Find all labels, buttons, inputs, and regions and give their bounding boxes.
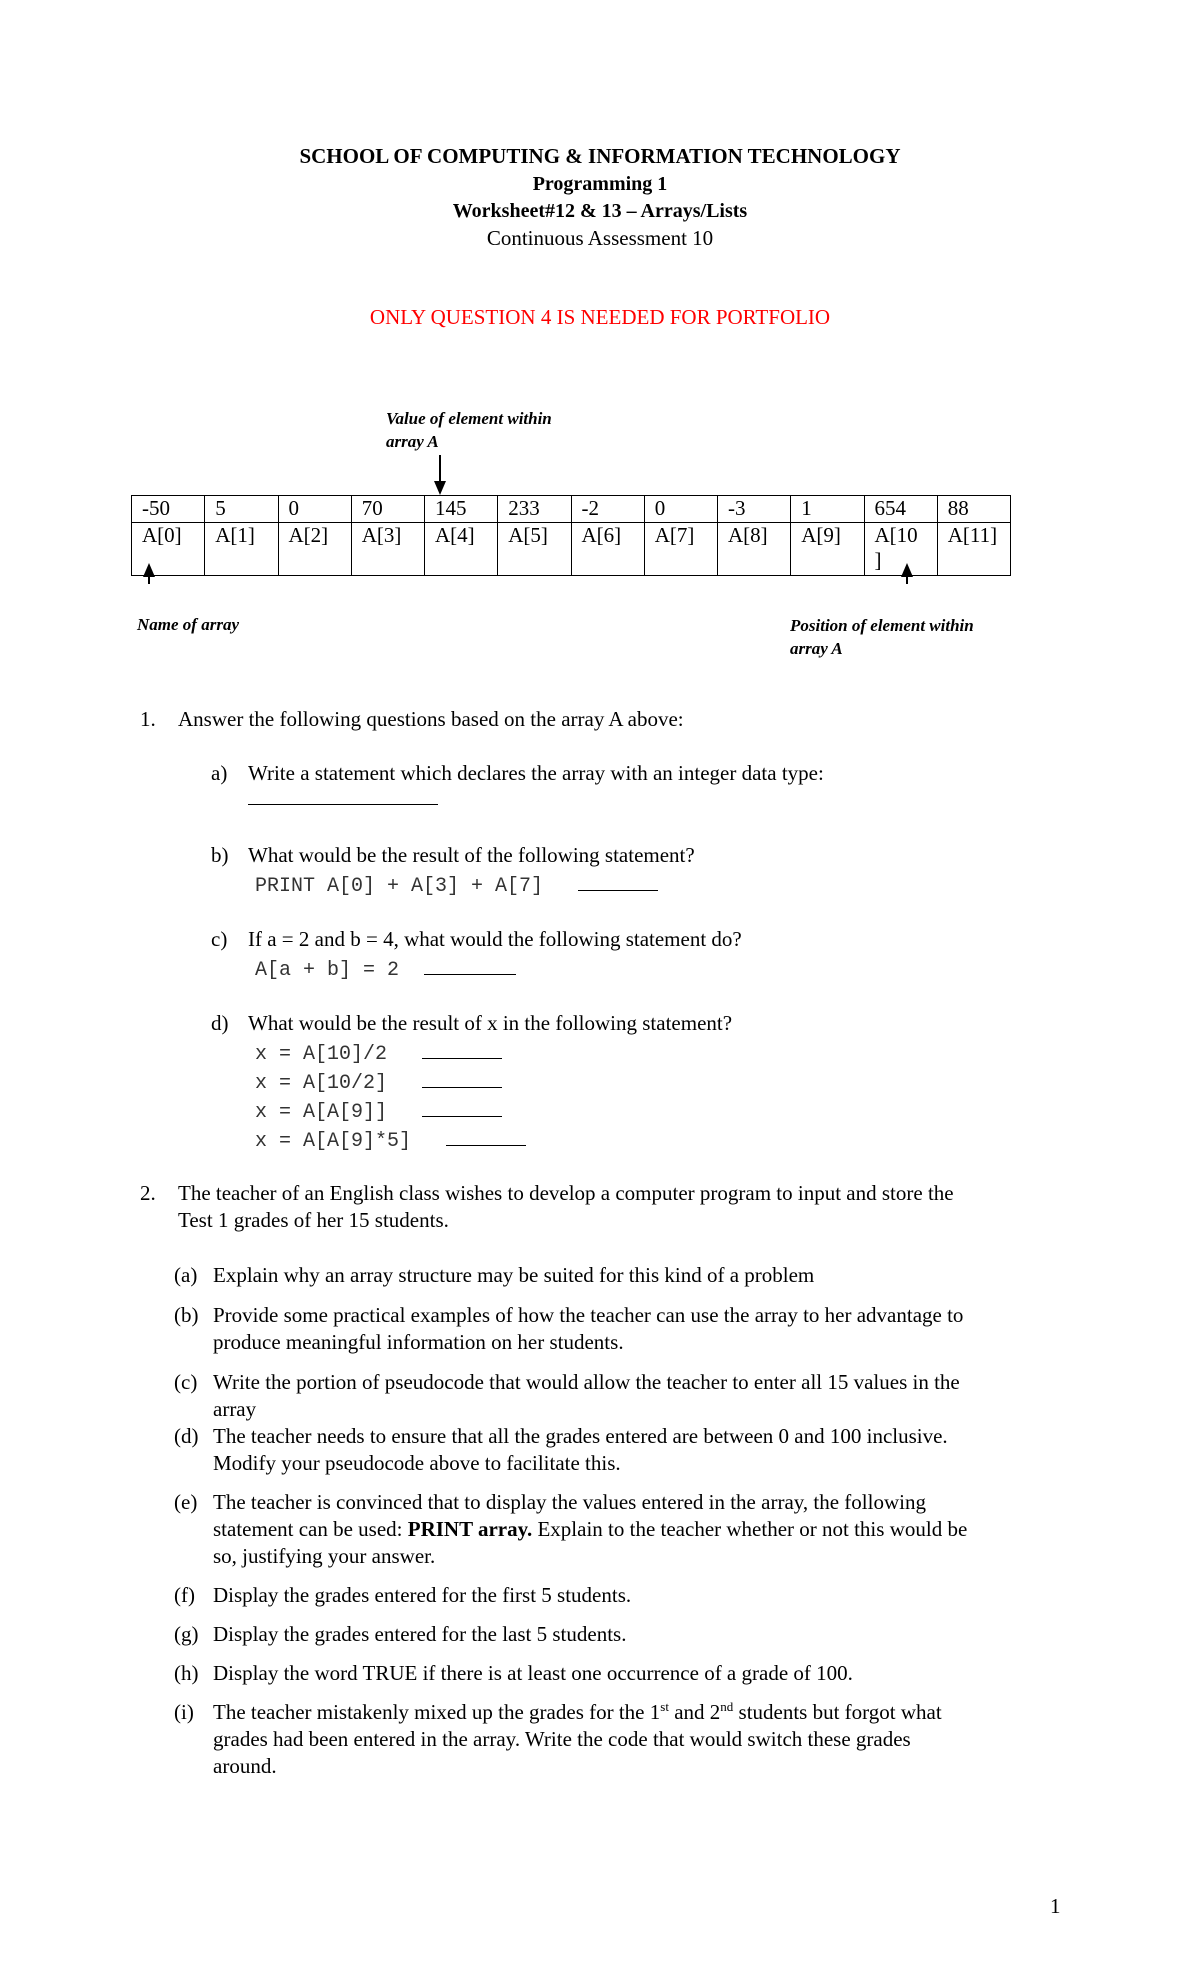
q2g-label: (g) [174, 1622, 199, 1646]
q1d-code: x = A[A[9]] [255, 1101, 388, 1124]
q2e-label: (e) [174, 1490, 198, 1514]
portfolio-note: ONLY QUESTION 4 IS NEEDED FOR PORTFOLIO [369, 305, 831, 329]
name-arrow-head [143, 563, 155, 577]
q2h-label: (h) [174, 1661, 199, 1685]
course-title: Programming 1 [532, 173, 668, 195]
value-cell: -50 [132, 496, 205, 523]
page-number: 1 [1050, 1894, 1061, 1918]
value-cell: 0 [278, 496, 351, 523]
position-annotation: Position of element within array A [790, 616, 974, 658]
value-cell: 1 [791, 496, 864, 523]
q2g-text: Display the grades entered for the last 5 students. [213, 1622, 627, 1646]
index-cell: A[11] [937, 523, 1010, 576]
worksheet-title: Worksheet#12 & 13 – Arrays/Lists [452, 200, 748, 222]
value-cell: -3 [718, 496, 791, 523]
q1b-code-line [255, 870, 658, 900]
q1a-label: a) [211, 761, 228, 785]
value-cell: 70 [351, 496, 424, 523]
school-title: SCHOOL OF COMPUTING & INFORMATION TECHNOLOGY [299, 144, 901, 168]
index-cell: A[6] [571, 523, 644, 576]
q2i-label: (i) [174, 1700, 194, 1724]
index-cell: A[9] [791, 523, 864, 576]
q1b-text: What would be the result of the following statement? [248, 843, 695, 867]
value-annotation: Value of element within array A [386, 409, 552, 451]
name-arrow [148, 576, 150, 584]
indices-row [132, 523, 1011, 576]
q1b-label: b) [211, 843, 229, 867]
q2a-text: Explain why an array structure may be suited for this kind of a problem [213, 1263, 815, 1287]
q1a-answer-line [248, 784, 438, 812]
index-cell: A[1] [205, 523, 278, 576]
position-arrow-head [901, 563, 913, 577]
answer-blank [424, 954, 516, 975]
value-cell: 0 [644, 496, 717, 523]
value-arrow [439, 455, 441, 483]
index-cell: A[8] [718, 523, 791, 576]
q2f-label: (f) [174, 1583, 195, 1607]
q1-number: 1. [140, 707, 156, 731]
name-annotation: Name of array [137, 615, 239, 634]
value-cell: -2 [571, 496, 644, 523]
q2b-text: Provide some practical examples of how the teacher can use the array to her advantage to produce meaningful information on her students. [213, 1303, 964, 1354]
array-table [131, 495, 1011, 576]
value-arrow-head [434, 481, 446, 495]
q2i-text: The teacher mistakenly mixed up the grades for the 1st and 2nd students but forgot what grades had been entered in the array. Write the code that would switch these grades around. [213, 1699, 942, 1778]
q2b-label: (b) [174, 1303, 199, 1327]
q2a-label: (a) [174, 1263, 198, 1287]
answer-blank [422, 1038, 502, 1059]
q1d-code-line [255, 1067, 502, 1097]
q1-text: Answer the following questions based on the array A above: [178, 707, 684, 731]
index-cell: A[2] [278, 523, 351, 576]
q1d-code-line [255, 1096, 502, 1126]
q1d-code: x = A[A[9]*5] [255, 1130, 412, 1153]
values-row [132, 496, 1011, 523]
answer-blank [446, 1125, 526, 1146]
value-cell: 5 [205, 496, 278, 523]
q2f-text: Display the grades entered for the first 5 students. [213, 1583, 632, 1607]
value-cell: 654 [864, 496, 937, 523]
q2d-label: (d) [174, 1424, 199, 1448]
q1d-label: d) [211, 1011, 229, 1035]
answer-blank [578, 870, 658, 891]
q2-number: 2. [140, 1181, 156, 1205]
q1d-code: x = A[10/2] [255, 1072, 388, 1095]
q1b-code: PRINT A[0] + A[3] + A[7] [255, 875, 544, 898]
index-cell: A[4] [425, 523, 498, 576]
q1c-code: A[a + b] = 2 [255, 959, 400, 982]
index-cell: A[3] [351, 523, 424, 576]
q2e-text: The teacher is convinced that to display the values entered in the array, the following statement can be used: PRINT array. Explain to the teacher whether or not this would be so, justifying your answer. [213, 1490, 968, 1568]
value-cell: 145 [425, 496, 498, 523]
q1d-code: x = A[10]/2 [255, 1043, 388, 1066]
answer-blank [422, 1096, 502, 1117]
value-cell: 233 [498, 496, 571, 523]
q1d-code-line [255, 1038, 502, 1068]
index-cell: A[7] [644, 523, 717, 576]
index-cell: A[10 ] [864, 523, 937, 576]
index-cell: A[0] [132, 523, 205, 576]
q2c-label: (c) [174, 1370, 198, 1394]
q2h-text: Display the word TRUE if there is at least one occurrence of a grade of 100. [213, 1661, 853, 1685]
q1c-label: c) [211, 927, 228, 951]
q1c-code-line [255, 954, 516, 984]
q2c-text: Write the portion of pseudocode that would allow the teacher to enter all 15 values in the array [213, 1370, 960, 1421]
index-cell: A[5] [498, 523, 571, 576]
answer-blank [422, 1067, 502, 1088]
q1a-text: Write a statement which declares the array with an integer data type: [248, 761, 824, 785]
q2d-text: The teacher needs to ensure that all the grades entered are between 0 and 100 inclusive. Modify your pseudocode above to facilitate this. [213, 1424, 948, 1475]
position-arrow [906, 576, 908, 584]
assessment-title: Continuous Assessment 10 [486, 226, 714, 250]
q1c-text: If a = 2 and b = 4, what would the following statement do? [248, 927, 742, 951]
q1d-text: What would be the result of x in the following statement? [248, 1011, 733, 1035]
value-cell: 88 [937, 496, 1010, 523]
q2-intro: The teacher of an English class wishes to develop a computer program to input and store the Test 1 grades of her 15 students. [178, 1181, 954, 1232]
q1d-code-line [255, 1125, 526, 1155]
